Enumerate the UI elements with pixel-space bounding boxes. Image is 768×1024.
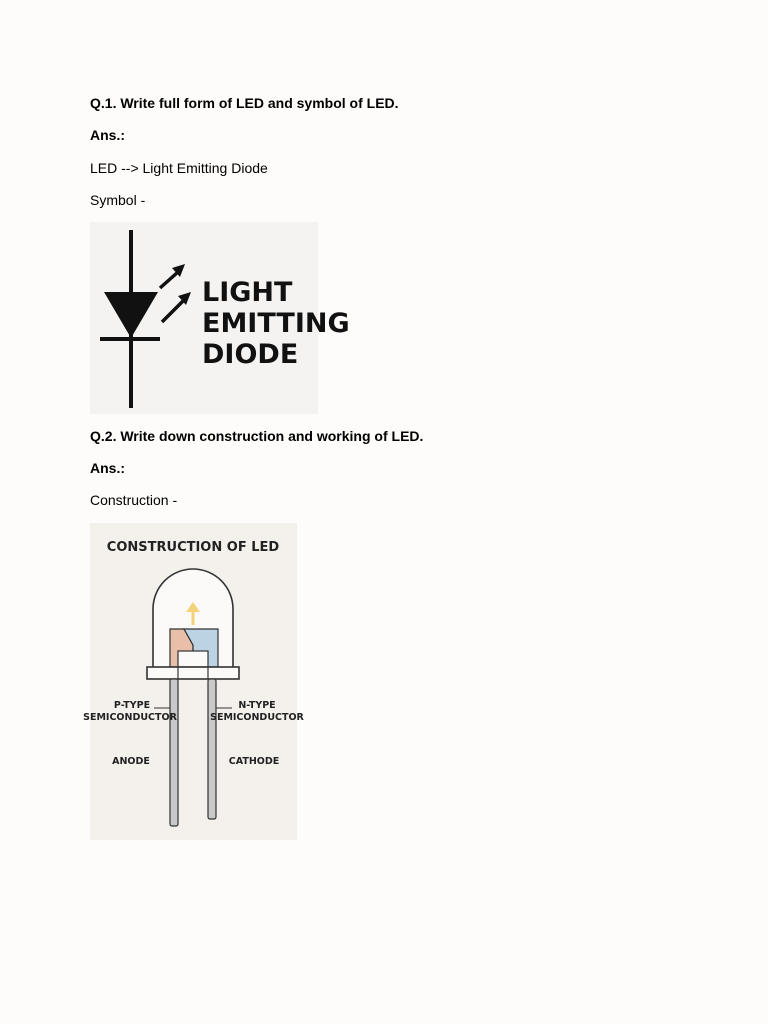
cathode-lead bbox=[208, 679, 216, 819]
symbol-text-light: LIGHT bbox=[202, 277, 293, 308]
led-flange bbox=[147, 667, 239, 679]
led-full-form: LED --> Light Emitting Diode bbox=[90, 160, 268, 176]
cathode-label: CATHODE bbox=[228, 756, 280, 767]
answer-2-label: Ans.: bbox=[90, 460, 125, 476]
anode-lead bbox=[170, 679, 178, 826]
light-arrows-icon bbox=[160, 264, 191, 322]
n-type-label-2: SEMICONDUCTOR bbox=[210, 712, 304, 723]
chip-base bbox=[178, 651, 208, 667]
diode-triangle-icon bbox=[104, 292, 158, 338]
p-type-label-2: SEMICONDUCTOR bbox=[83, 712, 177, 723]
question-1: Q.1. Write full form of LED and symbol of LED. bbox=[90, 95, 399, 111]
symbol-label: Symbol - bbox=[90, 192, 146, 208]
led-construction-figure bbox=[83, 523, 304, 840]
n-type-label: N-TYPE bbox=[238, 700, 276, 711]
anode-label: ANODE bbox=[112, 756, 150, 767]
answer-1-label: Ans.: bbox=[90, 127, 125, 143]
construction-title: CONSTRUCTION OF LED bbox=[106, 540, 280, 555]
symbol-text-emitting: EMITTING bbox=[202, 308, 350, 339]
symbol-text-diode: DIODE bbox=[202, 339, 299, 370]
construction-label: Construction - bbox=[90, 492, 178, 508]
p-type-label: P-TYPE bbox=[113, 700, 151, 711]
led-symbol-figure bbox=[90, 222, 350, 414]
question-2: Q.2. Write down construction and working of LED. bbox=[90, 428, 424, 444]
